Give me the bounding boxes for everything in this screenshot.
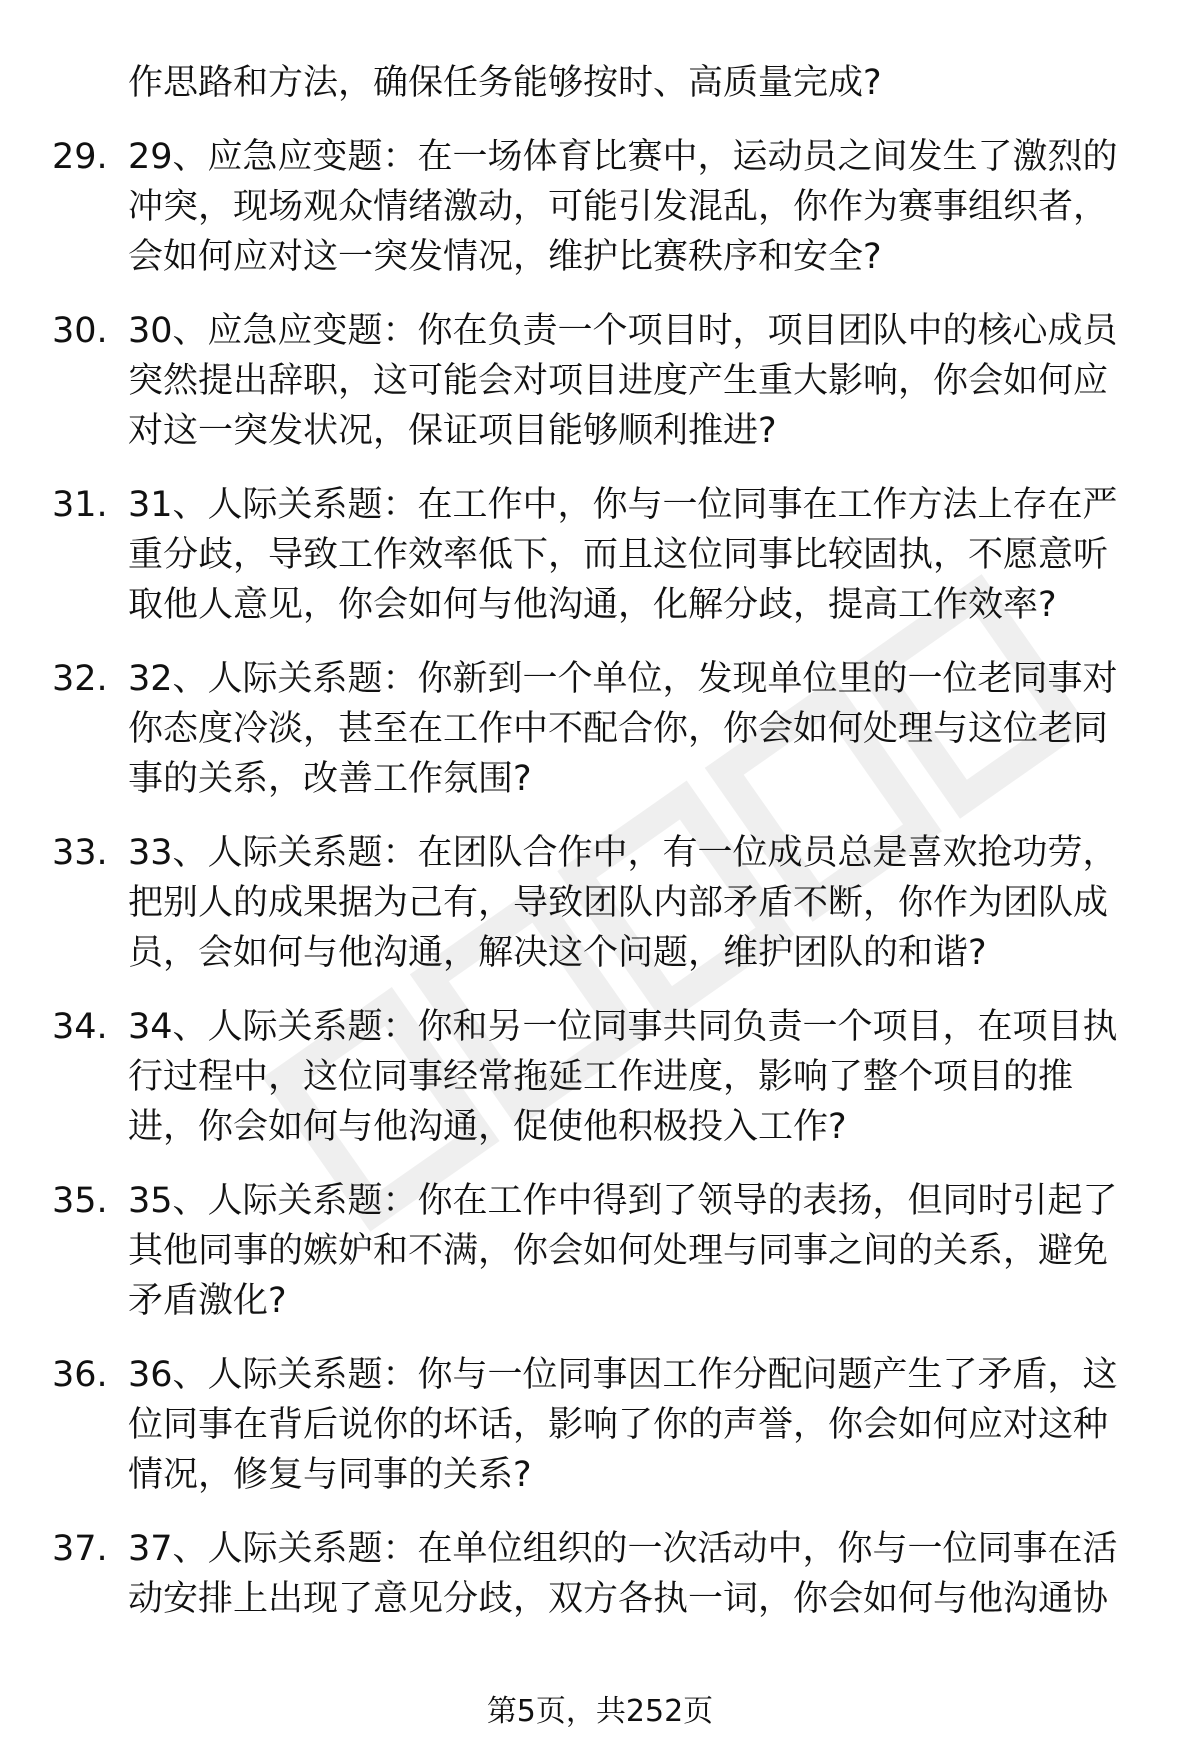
list-item-line: 行过程中，这位同事经常拖延工作进度，影响了整个项目的推 [128,1057,1074,1097]
list-item-line: 36、人际关系题：你与一位同事因工作分配问题产生了矛盾，这 [128,1355,1118,1395]
list-item-number: 33. [52,833,108,873]
list-item-number: 32. [52,659,108,699]
list-item-text [128,1176,1148,1326]
list-item-text [128,480,1148,630]
list-item-line: 进，你会如何与他沟通，促使他积极投入工作? [128,1107,847,1147]
list-item-text [128,654,1148,804]
list-item-text [128,828,1148,978]
list-item-line: 30、应急应变题：你在负责一个项目时，项目团队中的核心成员 [128,311,1118,351]
list-item-line: 你态度冷淡，甚至在工作中不配合你，你会如何处理与这位老同 [128,709,1109,749]
list-item-line: 32、人际关系题：你新到一个单位，发现单位里的一位老同事对 [128,659,1118,699]
list-item-line: 取他人意见，你会如何与他沟通，化解分歧，提高工作效率? [128,585,1057,625]
list-item-line: 冲突，现场观众情绪激动，可能引发混乱，你作为赛事组织者， [128,187,1109,227]
list-item-text [128,306,1148,456]
list-item-line: 33、人际关系题：在团队合作中，有一位成员总是喜欢抢功劳， [128,833,1118,873]
list-item-text [128,1350,1148,1500]
list-item-number: 34. [52,1007,108,1047]
list-item-line: 29、应急应变题：在一场体育比赛中，运动员之间发生了激烈的 [128,137,1118,177]
list-item-text [128,132,1148,282]
list-item-number: 36. [52,1355,108,1395]
list-item-line: 把别人的成果据为己有，导致团队内部矛盾不断，你作为团队成 [128,883,1109,923]
list-item-number: 35. [52,1181,108,1221]
page-footer: 第5页，共252页 [486,1694,714,1729]
list-item-line: 31、人际关系题：在工作中，你与一位同事在工作方法上存在严 [128,485,1118,525]
list-item-line: 情况，修复与同事的关系? [128,1455,532,1495]
list-item-line: 动安排上出现了意见分歧，双方各执一词，你会如何与他沟通协 [128,1579,1109,1619]
list-item-line: 位同事在背后说你的坏话，影响了你的声誉，你会如何应对这种 [128,1405,1109,1445]
list-item-line: 突然提出辞职，这可能会对项目进度产生重大影响，你会如何应 [128,361,1109,401]
list-item-text [128,1524,1148,1624]
list-item-line: 员，会如何与他沟通，解决这个问题，维护团队的和谐? [128,933,987,973]
list-item-text [128,1002,1148,1152]
list-item-line: 事的关系，改善工作氛围? [128,759,532,799]
list-item-number: 37. [52,1529,108,1569]
list-item-line: 矛盾激化? [128,1281,287,1321]
list-item-line: 34、人际关系题：你和另一位同事共同负责一个项目，在项目执 [128,1007,1118,1047]
list-item-line: 重分歧，导致工作效率低下，而且这位同事比较固执，不愿意听 [128,535,1109,575]
list-item-number: 30. [52,311,108,351]
continuation-text: 作思路和方法，确保任务能够按时、高质量完成? [128,63,882,103]
list-item-line: 会如何应对这一突发情况，维护比赛秩序和安全? [128,237,882,277]
list-item-line: 对这一突发状况，保证项目能够顺利推进? [128,411,777,451]
list-item-line: 37、人际关系题：在单位组织的一次活动中，你与一位同事在活 [128,1529,1118,1569]
list-item-line: 其他同事的嫉妒和不满，你会如何处理与同事之间的关系，避免 [128,1231,1109,1271]
list-item-number: 29. [52,137,108,177]
list-item-line: 35、人际关系题：你在工作中得到了领导的表扬，但同时引起了 [128,1181,1118,1221]
list-item-number: 31. [52,485,108,525]
